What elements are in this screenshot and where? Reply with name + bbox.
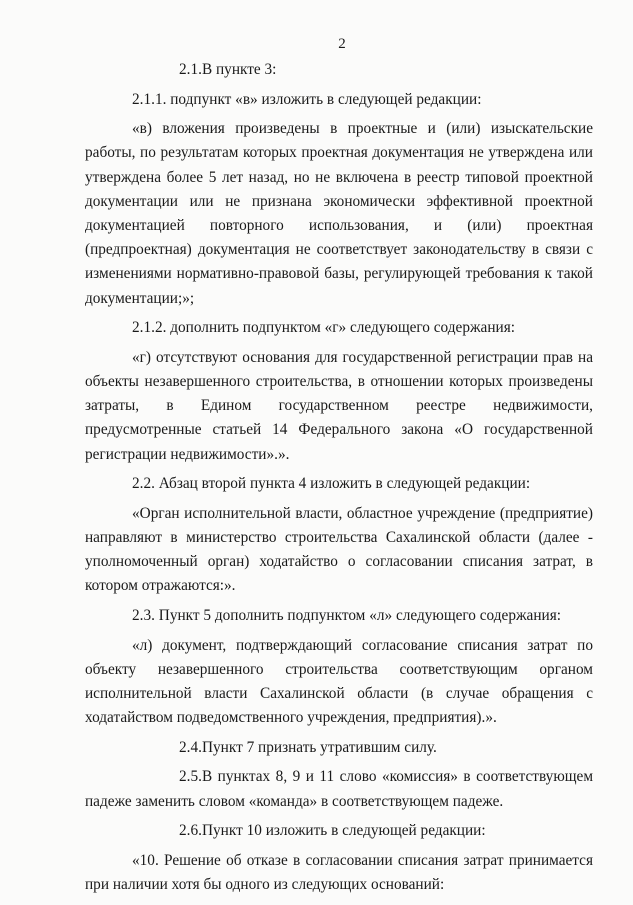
paragraph-2-4 [85, 736, 593, 760]
paragraph-number: 2.4. [179, 738, 202, 756]
paragraph-2-6 [85, 819, 593, 843]
paragraph-number: 2.1. [179, 61, 202, 78]
paragraph-number: 2.5. [179, 768, 202, 786]
paragraph-number: 2.6. [179, 822, 202, 840]
paragraph-2-1-2: 2.1.2. дополнить подпунктом «г» следующего содержания: [132, 319, 516, 337]
paragraph-text: В пункте 3: [201, 61, 277, 78]
paragraph-text: В пунктах 8, 9 и 11 слово «комиссия» в соответствующем падеже заменить словом «команда» в соответствующем падеже. [85, 768, 593, 810]
paragraph-2-5 [85, 765, 593, 813]
paragraph-subitem-l: «л) документ, подтверждающий согласование списания затрат по объекту незавершенного строительства соответствующим органом исполнительной власти Сахалинской области (в случае обращения с ходатайством подведомственного учреждения, предприятия).». [85, 636, 593, 727]
paragraph-text: Пункт 10 изложить в следующей редакции: [201, 822, 486, 840]
paragraph-2-1-1: 2.1.1. подпункт «в» изложить в следующей редакции: [132, 90, 482, 108]
document-body [85, 58, 593, 897]
paragraph-text: Пункт 7 признать утратившим силу. [201, 738, 437, 756]
paragraph-organ-quote: «Орган исполнительной власти, областное учреждение (предприятие) направляют в министерство строительства Сахалинской области (далее - уполномоченный орган) ходатайство о согласовании списания затрат, в котором отражаются:». [85, 504, 593, 595]
paragraph-2-2: 2.2. Абзац второй пункта 4 изложить в следующей редакции: [132, 475, 531, 493]
paragraph-item-10: «10. Решение об отказе в согласовании списания затрат принимается при наличии хотя бы одного из следующих оснований: [85, 851, 593, 893]
paragraph-subitem-v: «в) вложения произведены в проектные и (или) изыскательские работы, по результатам которых проектная документация не утверждена или утверждена более 5 лет назад, но не включена в реестр типовой проектной документации или не признана экономически эффективной проектной документацией повторного использования, и (или) проектная (предпроектная) документация не соответствует законодательству в связи с изменениями нормативно-правовой базы, регулирующей требования к такой документации;»; [85, 120, 593, 307]
paragraph-2-3: 2.3. Пункт 5 дополнить подпунктом «л» следующего содержания: [132, 607, 561, 624]
paragraph-2-1 [85, 58, 593, 82]
page-number: 2 [338, 36, 346, 52]
paragraph-subitem-g: «г) отсутствуют основания для государственной регистрации прав на объекты незавершенного строительства, в отношении которых произведены затраты, в Едином государственном реестре недвижимости, предусмотренные статьей 14 Федерального закона «О государственной регистрации недвижимости».». [85, 348, 593, 463]
